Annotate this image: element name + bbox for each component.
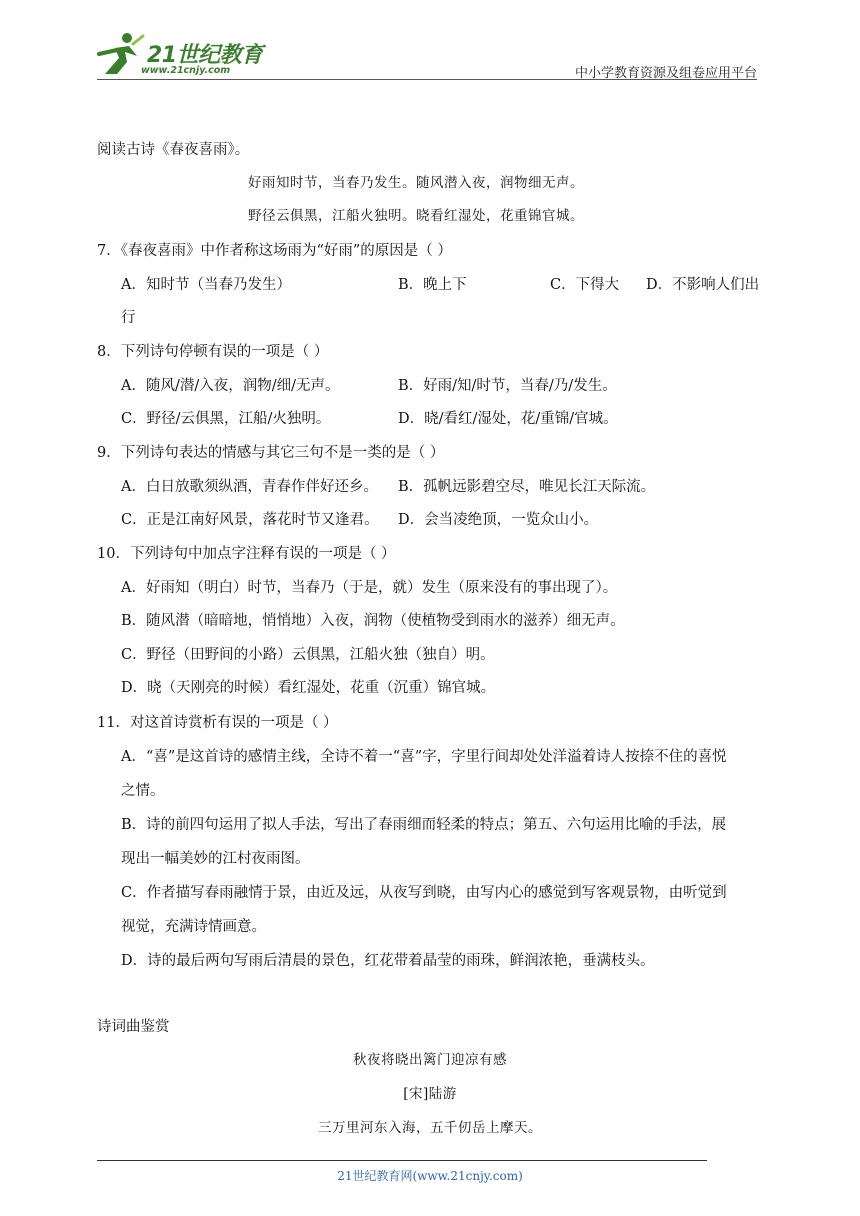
question-10-option-b: B．随风潜（暗暗地，悄悄地）入夜，润物（使植物受到雨水的滋养）细无声。 — [121, 613, 625, 629]
page-header — [97, 30, 757, 80]
question-8-option-d: D．晓/看红/湿处，花/重锦/官城。 — [398, 411, 618, 427]
question-11-option-c-wrap: 视觉，充满诗情画意。 — [121, 919, 266, 935]
question-7-option-c: C．下得大 — [550, 277, 620, 293]
question-10-option-a: A．好雨知（明白）时节，当春乃（于是，就）发生（原来没有的事出现了）。 — [121, 580, 618, 596]
question-9-option-c: C．正是江南好风景，落花时节又逢君。 — [121, 512, 379, 528]
question-10-option-d: D．晓（天刚亮的时候）看红湿处，花重（沉重）锦官城。 — [121, 680, 496, 696]
question-11-option-d: D．诗的最后两句写雨后清晨的景色，红花带着晶莹的雨珠，鲜润浓艳，垂满枝头。 — [121, 953, 655, 969]
reading-intro: 阅读古诗《春夜喜雨》。 — [97, 142, 250, 158]
question-7-option-d: D．不影响人们出 — [646, 277, 760, 293]
question-10-option-c: C．野径（田野间的小路）云俱黑，江船火独（独自）明。 — [121, 647, 495, 663]
question-8-option-c: C．野径/云俱黑，江船/火独明。 — [121, 411, 331, 427]
platform-name: 中小学教育资源及组卷应用平台 — [574, 66, 757, 81]
runner-logo-icon — [97, 30, 147, 76]
question-11-option-b: B．诗的前四句运用了拟人手法，写出了春雨细而轻柔的特点；第五、六句运用比喻的手法，展 — [121, 817, 727, 833]
question-11-option-a-wrap: 之情。 — [121, 783, 165, 799]
question-9-stem: 9．下列诗句表达的情感与其它三句不是一类的是（ ） — [97, 445, 445, 461]
page-footer[interactable]: 21世纪教育网(www.21cnjy.com) — [337, 1169, 523, 1183]
poem-title: 秋夜将晓出篱门迎凉有感 — [353, 1052, 507, 1068]
poem-first-line: 三万里河东入海，五千仞岳上摩天。 — [318, 1120, 542, 1136]
question-10-stem: 10．下列诗句中加点字注释有误的一项是（ ） — [97, 546, 396, 562]
question-11-option-a: A．“喜”是这首诗的感情主线，全诗不着一“喜”字，字里行间却处处洋溢着诗人按捺不住的喜悦 — [121, 749, 727, 765]
question-9-option-a: A．白日放歌须纵酒，青春作伴好还乡。 — [121, 479, 378, 495]
logo-url: www.21cnjy.com — [141, 65, 231, 76]
question-9-option-d: D．会当凌绝顶，一览众山小。 — [398, 512, 599, 528]
poem-author: [宋]陆游 — [403, 1086, 457, 1102]
section-heading: 诗词曲鉴赏 — [97, 1019, 170, 1035]
question-11-option-b-wrap: 现出一幅美妙的江村夜雨图。 — [121, 851, 310, 867]
question-8-option-a: A．随风/潜/入夜，润物/细/无声。 — [121, 378, 340, 394]
question-7-option-b: B．晚上下 — [398, 277, 467, 293]
header-divider — [97, 79, 757, 80]
question-9-option-b: B．孤帆远影碧空尽，唯见长江天际流。 — [398, 479, 656, 495]
site-logo — [97, 30, 267, 78]
poem-line-2: 野径云俱黑，江船火独明。晓看红湿处，花重锦官城。 — [248, 208, 584, 224]
logo-text: 21世纪教育 — [147, 43, 263, 68]
question-11-option-c: C．作者描写春雨融情于景，由近及远，从夜写到晓，由写内心的感觉到写客观景物，由听觉到 — [121, 885, 727, 901]
question-8-option-b: B．好雨/知/时节，当春/乃/发生。 — [398, 378, 617, 394]
question-7-option-d-wrap: 行 — [121, 310, 136, 326]
question-8-stem: 8．下列诗句停顿有误的一项是（ ） — [97, 344, 329, 360]
question-7-option-a: A．知时节（当春乃发生） — [121, 277, 291, 293]
question-11-stem: 11．对这首诗赏析有误的一项是（ ） — [97, 715, 338, 731]
poem-line-1: 好雨知时节，当春乃发生。随风潜入夜，润物细无声。 — [248, 175, 584, 191]
question-7-stem: 7．《春夜喜雨》中作者称这场雨为“好雨”的原因是（ ） — [97, 243, 452, 259]
footer-divider — [97, 1160, 707, 1161]
